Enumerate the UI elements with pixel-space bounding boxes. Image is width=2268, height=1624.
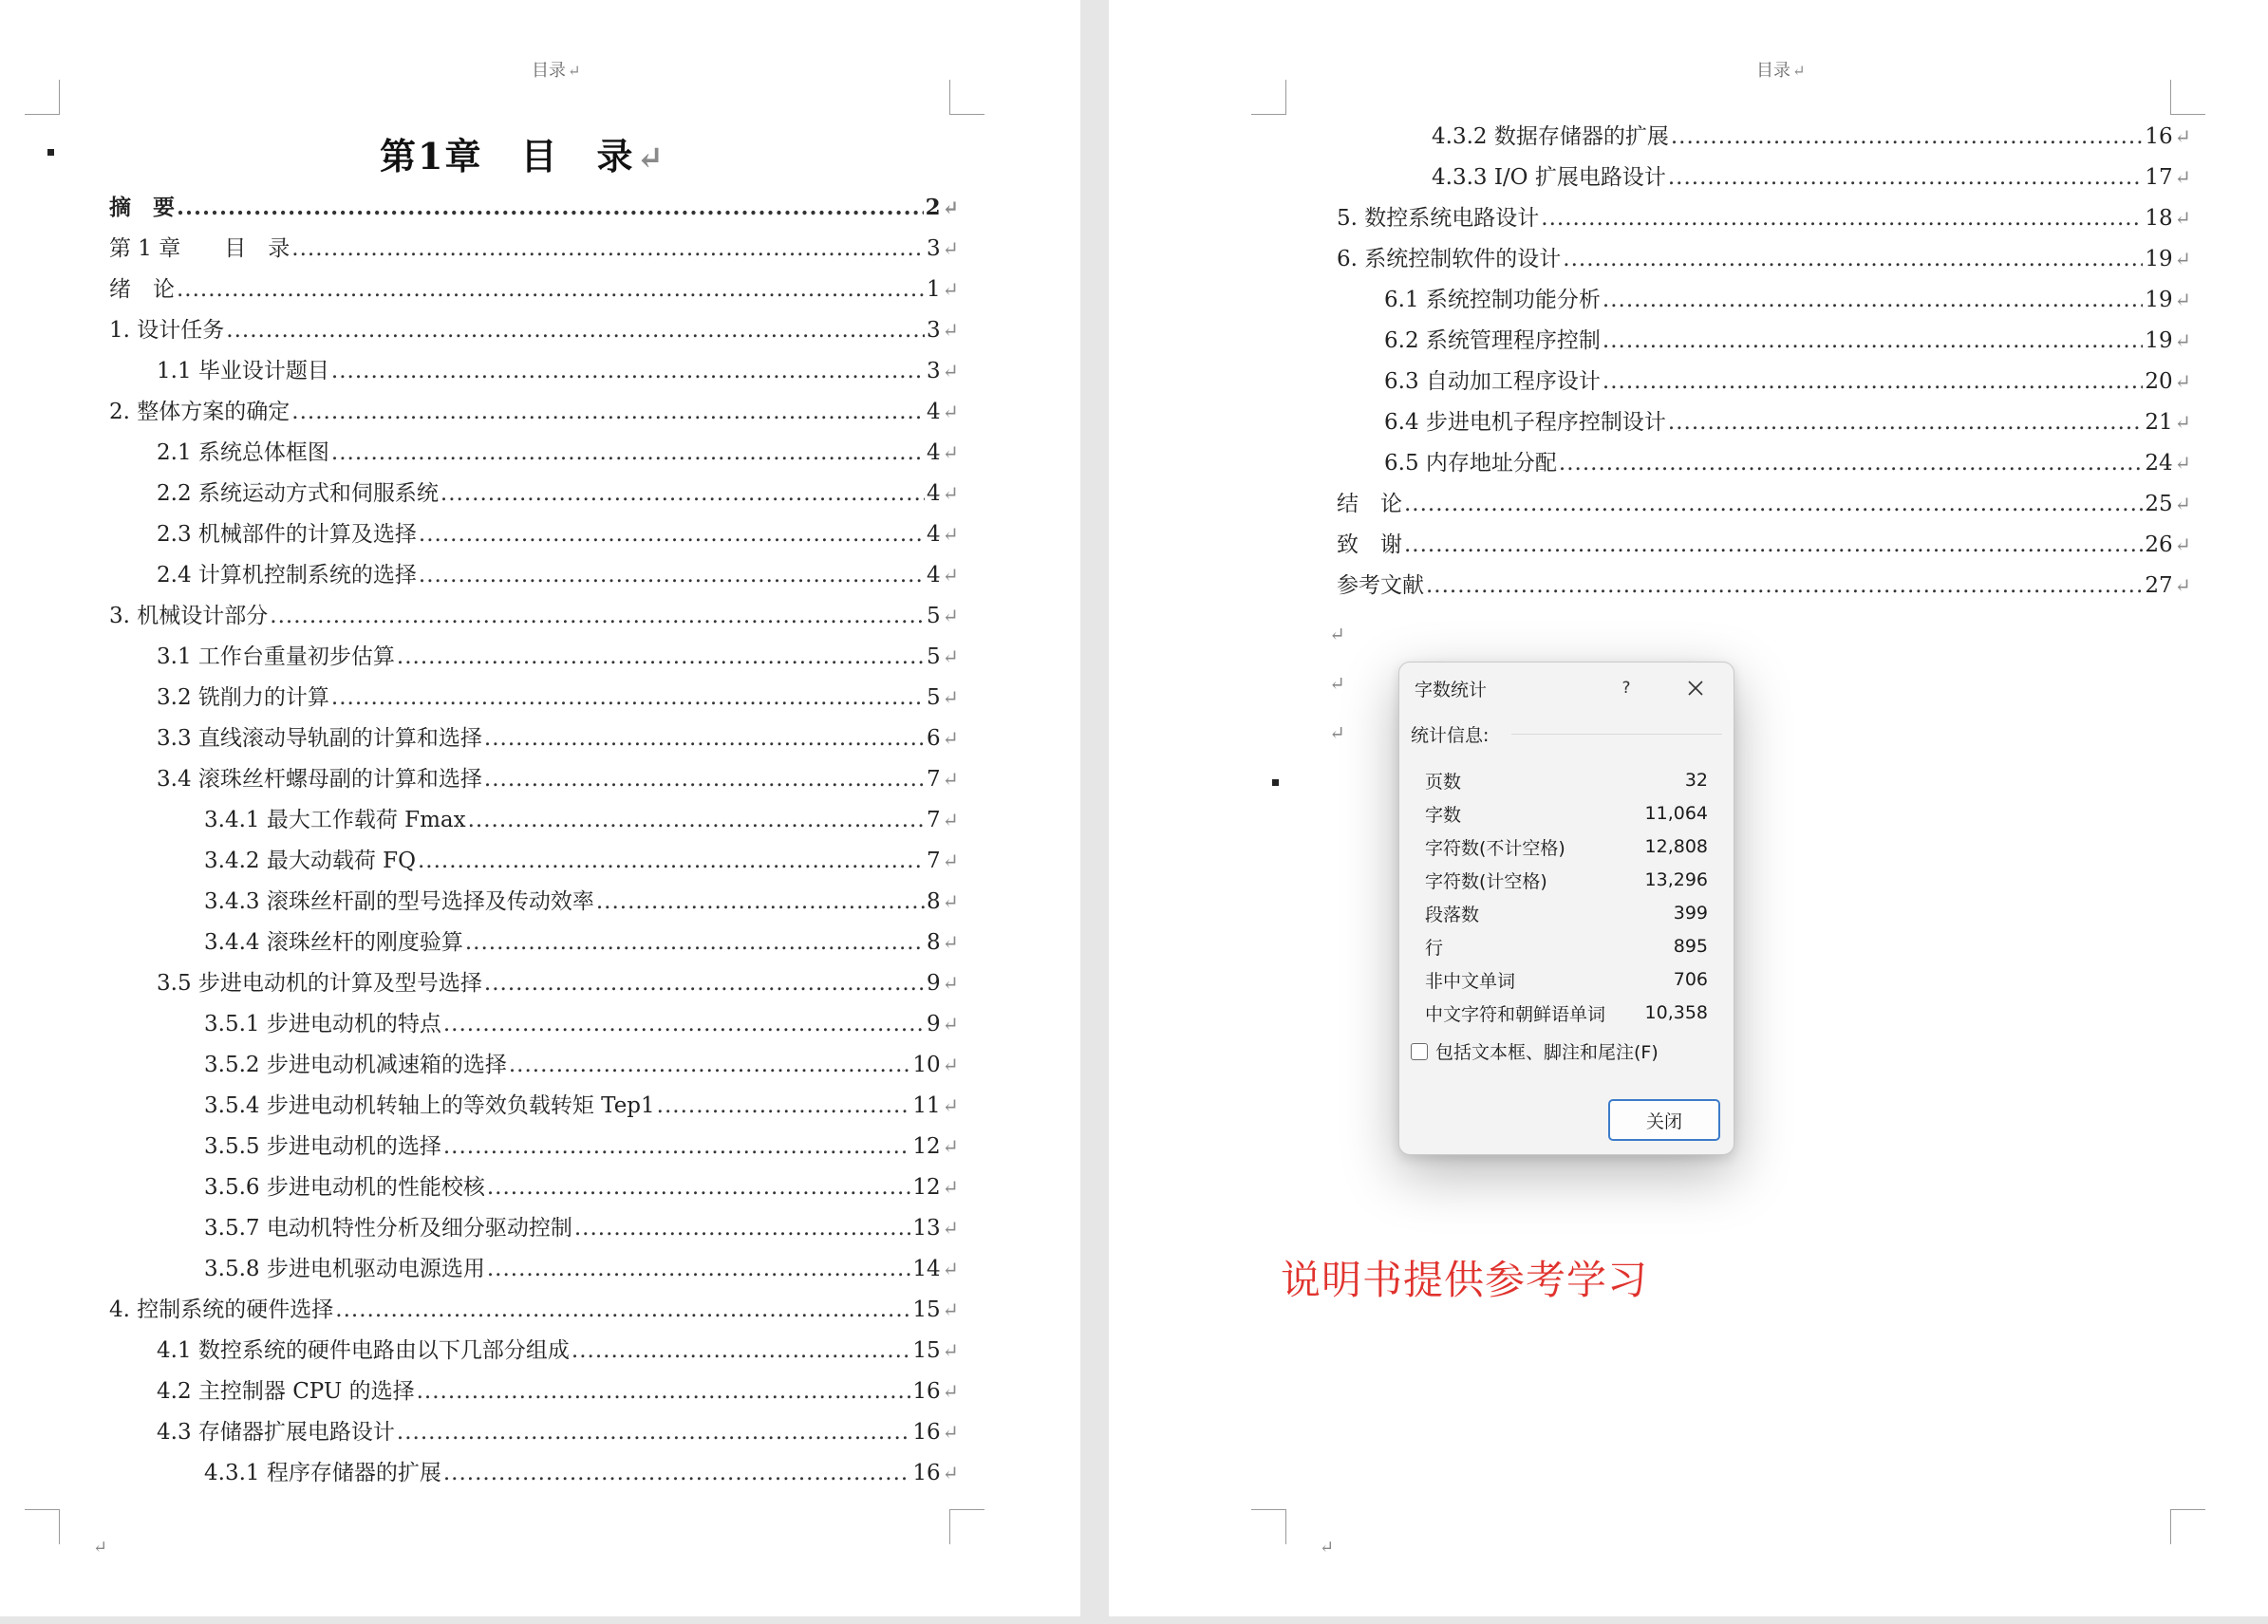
stat-row (1425, 797, 1708, 830)
toc-leader-dots (1404, 532, 2143, 557)
toc-entry-label: 3.3 直线滚动导轨副的计算和选择 (157, 726, 482, 751)
toc-entry[interactable] (109, 231, 959, 265)
toc-leader-dots (397, 1420, 910, 1445)
toc-entry-label: 4. 控制系统的硬件选择 (109, 1297, 334, 1322)
statistics-section-label: 统计信息: (1411, 725, 1490, 746)
paragraph-return-mark: ↵ (2174, 493, 2191, 515)
toc-entry[interactable] (1337, 486, 2191, 520)
toc-page-number: 19 (2145, 288, 2173, 312)
toc-entry-label: 6.3 自动加工程序设计 (1384, 369, 1601, 394)
toc-page-number: 2 (925, 195, 941, 220)
stat-label: 段落数 (1425, 904, 1480, 925)
stat-label: 非中文单词 (1425, 970, 1516, 992)
toc-entry[interactable] (204, 1006, 959, 1040)
toc-page-number: 16 (2145, 124, 2173, 149)
toc-entry-label: 4.1 数控系统的硬件电路由以下几部分组成 (157, 1338, 570, 1363)
toc-page-number: 4 (927, 400, 941, 424)
toc-entry-label: 3.4.3 滚珠丝杆副的型号选择及传动效率 (204, 889, 594, 914)
paragraph-return-mark: ↵ (942, 237, 959, 260)
toc-leader-dots (443, 1012, 925, 1036)
paragraph-return-mark: ↵ (942, 401, 959, 423)
toc-entry-label: 3.1 工作台重量初步估算 (157, 644, 395, 669)
toc-entry[interactable] (157, 1414, 959, 1448)
toc-page-number: 7 (927, 808, 941, 832)
toc-entry-label: 6.2 系统管理程序控制 (1384, 328, 1601, 353)
toc-entry[interactable] (204, 884, 959, 918)
toc-entry[interactable] (157, 680, 959, 714)
toc-leader-dots (417, 1379, 911, 1404)
close-icon[interactable] (1680, 674, 1711, 702)
stat-value: 895 (1673, 936, 1708, 957)
toc-leader-dots (509, 1053, 911, 1077)
toc-page-number: 9 (927, 971, 941, 996)
paragraph-mark (47, 149, 54, 156)
page-gap (1080, 0, 1109, 1624)
toc-entry[interactable] (1384, 445, 2191, 479)
stat-row (1425, 764, 1708, 796)
toc-entry-label: 2.3 机械部件的计算及选择 (157, 522, 417, 547)
dialog-title: 字数统计 (1415, 680, 1488, 700)
paragraph-return-mark: ↵ (942, 849, 959, 872)
paragraph-return-mark: ↵ (942, 319, 959, 342)
toc-entry[interactable] (1337, 527, 2191, 561)
paragraph-return-mark: ↵ (2174, 574, 2191, 597)
toc-leader-dots (1603, 328, 2143, 353)
toc-leader-dots (291, 236, 925, 261)
toc-page-number: 16 (912, 1461, 941, 1485)
toc-page-number: 21 (2145, 410, 2173, 435)
stat-row (1425, 864, 1708, 896)
toc-entry-label: 3.4.1 最大工作载荷 Fmax (204, 808, 466, 832)
paragraph-return-mark: ↵ (2174, 411, 2191, 434)
stat-value: 13,296 (1644, 869, 1708, 890)
toc-entry[interactable] (1432, 119, 2191, 153)
paragraph-return-mark: ↵ (2174, 329, 2191, 352)
toc-page-number: 11 (912, 1093, 941, 1118)
document-page-left[interactable] (0, 0, 1080, 1616)
toc-entry[interactable] (157, 435, 959, 469)
footer-paragraph-mark: ↵ (1320, 1538, 1335, 1558)
paragraph-return-mark: ↵ (942, 1298, 959, 1321)
toc-entry[interactable] (204, 1088, 959, 1122)
paragraph-return-mark: ↵ (942, 1217, 959, 1240)
stat-row (1425, 831, 1708, 863)
toc-entry[interactable] (157, 965, 959, 999)
toc-leader-dots (177, 277, 925, 302)
toc-entry[interactable] (109, 394, 959, 428)
toc-page-number: 4 (927, 563, 941, 588)
toc-leader-dots (291, 400, 925, 424)
toc-entry-label: 致 谢 (1337, 532, 1402, 557)
toc-leader-dots (331, 685, 925, 710)
toc-entry[interactable] (109, 598, 959, 632)
toc-entry-label: 3.4.4 滚珠丝杆的刚度验算 (204, 930, 463, 955)
stat-row (1425, 897, 1708, 929)
toc-entry[interactable] (109, 271, 959, 306)
toc-page-number: 6 (927, 726, 941, 751)
page-header: 目录 ↵ (1756, 61, 1806, 81)
toc-entry[interactable] (204, 1210, 959, 1244)
paragraph-return-mark: ↵ (942, 645, 959, 668)
toc-page-number: 25 (2145, 492, 2173, 516)
paragraph-return-mark: ↵ (2174, 289, 2191, 311)
toc-leader-dots (1668, 165, 2144, 190)
toc-leader-dots (443, 1461, 911, 1485)
paragraph-return-mark: ↵ (942, 727, 959, 750)
toc-page-number: 3 (927, 236, 941, 261)
paragraph-return-mark: ↵ (942, 1258, 959, 1280)
paragraph-return-mark: ↵ (942, 1094, 959, 1117)
toc-entry-label: 1. 设计任务 (109, 318, 225, 343)
toc-page-number: 1 (927, 277, 941, 302)
paragraph-return-mark: ↵ (942, 1380, 959, 1403)
toc-leader-dots (484, 767, 925, 792)
toc-entry[interactable] (204, 843, 959, 877)
toc-entry-label: 3.5.1 步进电动机的特点 (204, 1012, 441, 1036)
toc-leader-dots (1426, 573, 2143, 598)
toc-leader-dots (468, 808, 925, 832)
paragraph-return-mark: ↵ (942, 1421, 959, 1444)
toc-page-number: 26 (2145, 532, 2173, 557)
help-button[interactable]: ? (1621, 679, 1631, 698)
toc-entry-label: 3.5 步进电动机的计算及型号选择 (157, 971, 482, 996)
toc-leader-dots (177, 195, 924, 220)
toc-entry[interactable] (1432, 159, 2191, 194)
corner-mark-bottom-right (949, 1509, 984, 1544)
toc-leader-dots (419, 522, 925, 547)
toc-entry[interactable] (157, 761, 959, 795)
paragraph-return-mark: ↵ (942, 1176, 959, 1199)
toc-entry-label: 3.5.4 步进电动机转轴上的等效负载转矩 Tep1 (204, 1093, 655, 1118)
empty-paragraph: ↵ (1329, 672, 1345, 695)
paragraph-return-mark: ↵ (942, 523, 959, 546)
toc-entry[interactable] (204, 1047, 959, 1081)
toc-entry-label: 4.3 存储器扩展电路设计 (157, 1420, 395, 1445)
toc-leader-dots (270, 604, 925, 628)
stat-value: 11,064 (1644, 803, 1708, 824)
paragraph-return-mark: ↵ (2174, 125, 2191, 148)
toc-entry[interactable] (157, 353, 959, 387)
toc-page-number: 19 (2145, 328, 2173, 353)
include-textboxes-checkbox[interactable] (1411, 1043, 1428, 1060)
toc-page-number: 4 (927, 481, 941, 506)
toc-entry-label: 3.4 滚珠丝杆螺母副的计算和选择 (157, 767, 482, 792)
toc-entry[interactable] (1384, 404, 2191, 439)
section-divider (1511, 734, 1722, 735)
stat-label: 字数 (1425, 804, 1462, 826)
toc-entry-label: 3.4.2 最大动载荷 FQ (204, 849, 416, 873)
stat-value: 10,358 (1644, 1002, 1708, 1023)
toc-entry-label: 2.2 系统运动方式和伺服系统 (157, 481, 439, 506)
toc-entry-label: 第 1 章 目 录 (109, 236, 291, 261)
stat-label: 字符数(不计空格) (1425, 837, 1565, 859)
toc-leader-dots (484, 726, 925, 751)
toc-leader-dots (1404, 492, 2143, 516)
paragraph-return-mark: ↵ (942, 1054, 959, 1076)
toc-leader-dots (1671, 124, 2144, 149)
toc-entry-label: 3.5.8 步进电机驱动电源选用 (204, 1257, 485, 1281)
stat-label: 行 (1425, 937, 1444, 959)
toc-entry-label: 参考文献 (1337, 573, 1424, 598)
stat-value: 399 (1673, 903, 1708, 924)
reference-note: 说明书提供参考学习 (1281, 1257, 1649, 1303)
stat-row (1425, 997, 1708, 1029)
toc-entry-label: 结 论 (1337, 492, 1402, 516)
paragraph-return-mark: ↵ (942, 441, 959, 464)
toc-entry[interactable] (1384, 282, 2191, 316)
toc-entry[interactable] (204, 1251, 959, 1285)
toc-leader-dots (1541, 206, 2143, 231)
toc-entry[interactable] (1337, 200, 2191, 234)
toc-entry-label: 绪 论 (109, 277, 175, 302)
toc-page-number: 17 (2145, 165, 2173, 190)
empty-paragraph: ↵ (1329, 721, 1345, 744)
toc-entry-label: 4.2 主控制器 CPU 的选择 (157, 1379, 415, 1404)
stat-label: 字符数(计空格) (1425, 870, 1547, 892)
toc-leader-dots (419, 563, 925, 588)
toc-entry-label: 3. 机械设计部分 (109, 604, 269, 628)
paragraph-return-mark: ↵ (942, 890, 959, 913)
corner-mark-top-left (25, 80, 60, 115)
toc-page-number: 12 (912, 1175, 941, 1200)
stat-row (1425, 930, 1708, 962)
toc-leader-dots (596, 889, 925, 914)
paragraph-return-mark: ↵ (942, 931, 959, 954)
toc-entry-label: 摘 要 (109, 195, 175, 220)
toc-leader-dots (572, 1338, 910, 1363)
toc-page-number: 5 (927, 604, 941, 628)
toc-entry-label: 3.5.2 步进电动机减速箱的选择 (204, 1053, 507, 1077)
toc-page-number: 5 (927, 685, 941, 710)
toc-entry[interactable] (157, 557, 959, 591)
corner-mark-top-right (949, 80, 984, 115)
paragraph-return-mark: ↵ (942, 605, 959, 627)
toc-leader-dots (331, 359, 925, 383)
toc-entry-label: 4.3.1 程序存储器的扩展 (204, 1461, 441, 1485)
paragraph-return-mark: ↵ (942, 278, 959, 301)
toc-leader-dots (1563, 247, 2143, 271)
toc-leader-dots (657, 1093, 911, 1118)
toc-page-number: 12 (912, 1134, 941, 1159)
toc-page-number: 24 (2145, 451, 2173, 476)
toc-leader-dots (487, 1175, 911, 1200)
toc-entry[interactable] (157, 1373, 959, 1408)
toc-page-number: 3 (927, 318, 941, 343)
toc-leader-dots (465, 930, 925, 955)
toc-heading[interactable]: 第1章 目 录↵ (380, 135, 666, 177)
toc-entry-label: 1.1 毕业设计题目 (157, 359, 329, 383)
toc-entry[interactable] (204, 1455, 959, 1489)
paragraph-return-mark: ↵ (942, 768, 959, 791)
toc-entry-label: 2.4 计算机控制系统的选择 (157, 563, 417, 588)
toc-entry[interactable] (204, 924, 959, 959)
toc-entry-label: 6.4 步进电机子程序控制设计 (1384, 410, 1666, 435)
toc-leader-dots (484, 971, 925, 996)
corner-mark-bottom-right (2170, 1509, 2205, 1544)
stat-label: 中文字符和朝鲜语单词 (1425, 1003, 1606, 1025)
toc-leader-dots (331, 440, 925, 465)
paragraph-return-mark: ↵ (942, 1339, 959, 1362)
paragraph-return-mark: ↵ (2174, 248, 2191, 271)
toc-leader-dots (1603, 369, 2143, 394)
toc-entry[interactable] (1384, 364, 2191, 398)
toc-entry[interactable] (204, 1169, 959, 1204)
toc-leader-dots (1603, 288, 2143, 312)
toc-page-number: 13 (912, 1216, 941, 1241)
toc-leader-dots (487, 1257, 911, 1281)
toc-page-number: 3 (927, 359, 941, 383)
paragraph-return-mark: ↵ (942, 1013, 959, 1036)
toc-leader-dots (1668, 410, 2143, 435)
toc-page-number: 7 (927, 849, 941, 873)
toc-page-number: 18 (2145, 206, 2173, 231)
include-textboxes-label: 包括文本框、脚注和尾注(F) (1435, 1042, 1659, 1063)
toc-entry-label: 6.5 内存地址分配 (1384, 451, 1557, 476)
toc-entry-label: 4.3.2 数据存储器的扩展 (1432, 124, 1669, 149)
corner-mark-top-left (1251, 80, 1286, 115)
toc-entry[interactable] (109, 190, 959, 224)
toc-leader-dots (226, 318, 925, 343)
toc-entry[interactable] (1337, 241, 2191, 275)
include-textboxes-option[interactable] (1411, 1038, 1659, 1064)
paragraph-return-mark: ↵ (2174, 533, 2191, 556)
close-button[interactable]: 关闭 (1608, 1099, 1720, 1141)
page-header: 目录 ↵ (532, 61, 581, 81)
toc-page-number: 10 (912, 1053, 941, 1077)
toc-entry[interactable] (157, 1333, 959, 1367)
toc-entry[interactable] (1384, 323, 2191, 357)
stat-value: 706 (1673, 969, 1708, 990)
toc-entry[interactable] (1337, 568, 2191, 602)
toc-page-number: 8 (927, 889, 941, 914)
toc-entry-label: 5. 数控系统电路设计 (1337, 206, 1540, 231)
toc-page-number: 19 (2145, 247, 2173, 271)
toc-leader-dots (418, 849, 925, 873)
toc-entry[interactable] (157, 476, 959, 510)
stat-value: 12,808 (1644, 836, 1708, 857)
toc-entry-label: 4.3.3 I/O 扩展电路设计 (1432, 165, 1666, 190)
toc-leader-dots (1559, 451, 2143, 476)
paragraph-return-mark: ↵ (942, 196, 959, 219)
toc-leader-dots (443, 1134, 911, 1159)
paragraph-return-mark: ↵ (942, 972, 959, 995)
paragraph-return-mark: ↵ (942, 360, 959, 383)
toc-entry[interactable] (109, 312, 959, 346)
word-count-dialog[interactable] (1398, 662, 1734, 1155)
toc-page-number: 8 (927, 930, 941, 955)
toc-entry[interactable] (157, 720, 959, 755)
stat-row (1425, 963, 1708, 996)
toc-entry[interactable] (157, 516, 959, 551)
toc-entry[interactable] (204, 802, 959, 836)
toc-page-number: 15 (912, 1297, 941, 1322)
toc-page-number: 4 (927, 522, 941, 547)
stat-label: 页数 (1425, 771, 1462, 793)
paragraph-return-mark: ↵ (942, 482, 959, 505)
toc-entry-label: 3.2 铣削力的计算 (157, 685, 329, 710)
toc-page-number: 9 (927, 1012, 941, 1036)
toc-page-number: 20 (2145, 369, 2173, 394)
toc-page-number: 5 (927, 644, 941, 669)
toc-entry[interactable] (204, 1129, 959, 1163)
toc-entry-label: 6. 系统控制软件的设计 (1337, 247, 1562, 271)
toc-entry[interactable] (157, 639, 959, 673)
toc-entry-label: 2. 整体方案的确定 (109, 400, 291, 424)
toc-page-number: 15 (912, 1338, 941, 1363)
paragraph-return-mark: ↵ (942, 809, 959, 831)
paragraph-return-mark: ↵ (2174, 166, 2191, 189)
toc-page-number: 14 (912, 1257, 941, 1281)
toc-entry-label: 3.5.6 步进电动机的性能校核 (204, 1175, 485, 1200)
toc-page-number: 27 (2145, 573, 2173, 598)
toc-leader-dots (440, 481, 925, 506)
paragraph-return-mark: ↵ (2174, 207, 2191, 230)
toc-page-number: 16 (912, 1379, 941, 1404)
paragraph-return-mark: ↵ (942, 1135, 959, 1158)
toc-page-number: 16 (912, 1420, 941, 1445)
toc-entry-label: 3.5.5 步进电动机的选择 (204, 1134, 441, 1159)
footer-paragraph-mark: ↵ (93, 1538, 108, 1558)
paragraph-return-mark: ↵ (2174, 452, 2191, 475)
paragraph-mark (1272, 779, 1279, 786)
empty-paragraph: ↵ (1329, 623, 1345, 645)
toc-leader-dots (335, 1297, 910, 1322)
toc-leader-dots (397, 644, 925, 669)
toc-entry-label: 3.5.7 电动机特性分析及细分驱动控制 (204, 1216, 572, 1241)
toc-leader-dots (574, 1216, 911, 1241)
corner-mark-bottom-left (25, 1509, 60, 1544)
toc-entry[interactable] (109, 1292, 959, 1326)
corner-mark-bottom-left (1251, 1509, 1286, 1544)
toc-page-number: 7 (927, 767, 941, 792)
corner-mark-top-right (2170, 80, 2205, 115)
toc-entry-label: 2.1 系统总体框图 (157, 440, 329, 465)
toc-entry-label: 6.1 系统控制功能分析 (1384, 288, 1601, 312)
toc-page-number: 4 (927, 440, 941, 465)
stat-value: 32 (1684, 770, 1708, 791)
paragraph-return-mark: ↵ (2174, 370, 2191, 393)
workspace-bottom (0, 1616, 2268, 1624)
paragraph-return-mark: ↵ (942, 564, 959, 587)
paragraph-return-mark: ↵ (942, 1462, 959, 1484)
paragraph-return-mark: ↵ (942, 686, 959, 709)
